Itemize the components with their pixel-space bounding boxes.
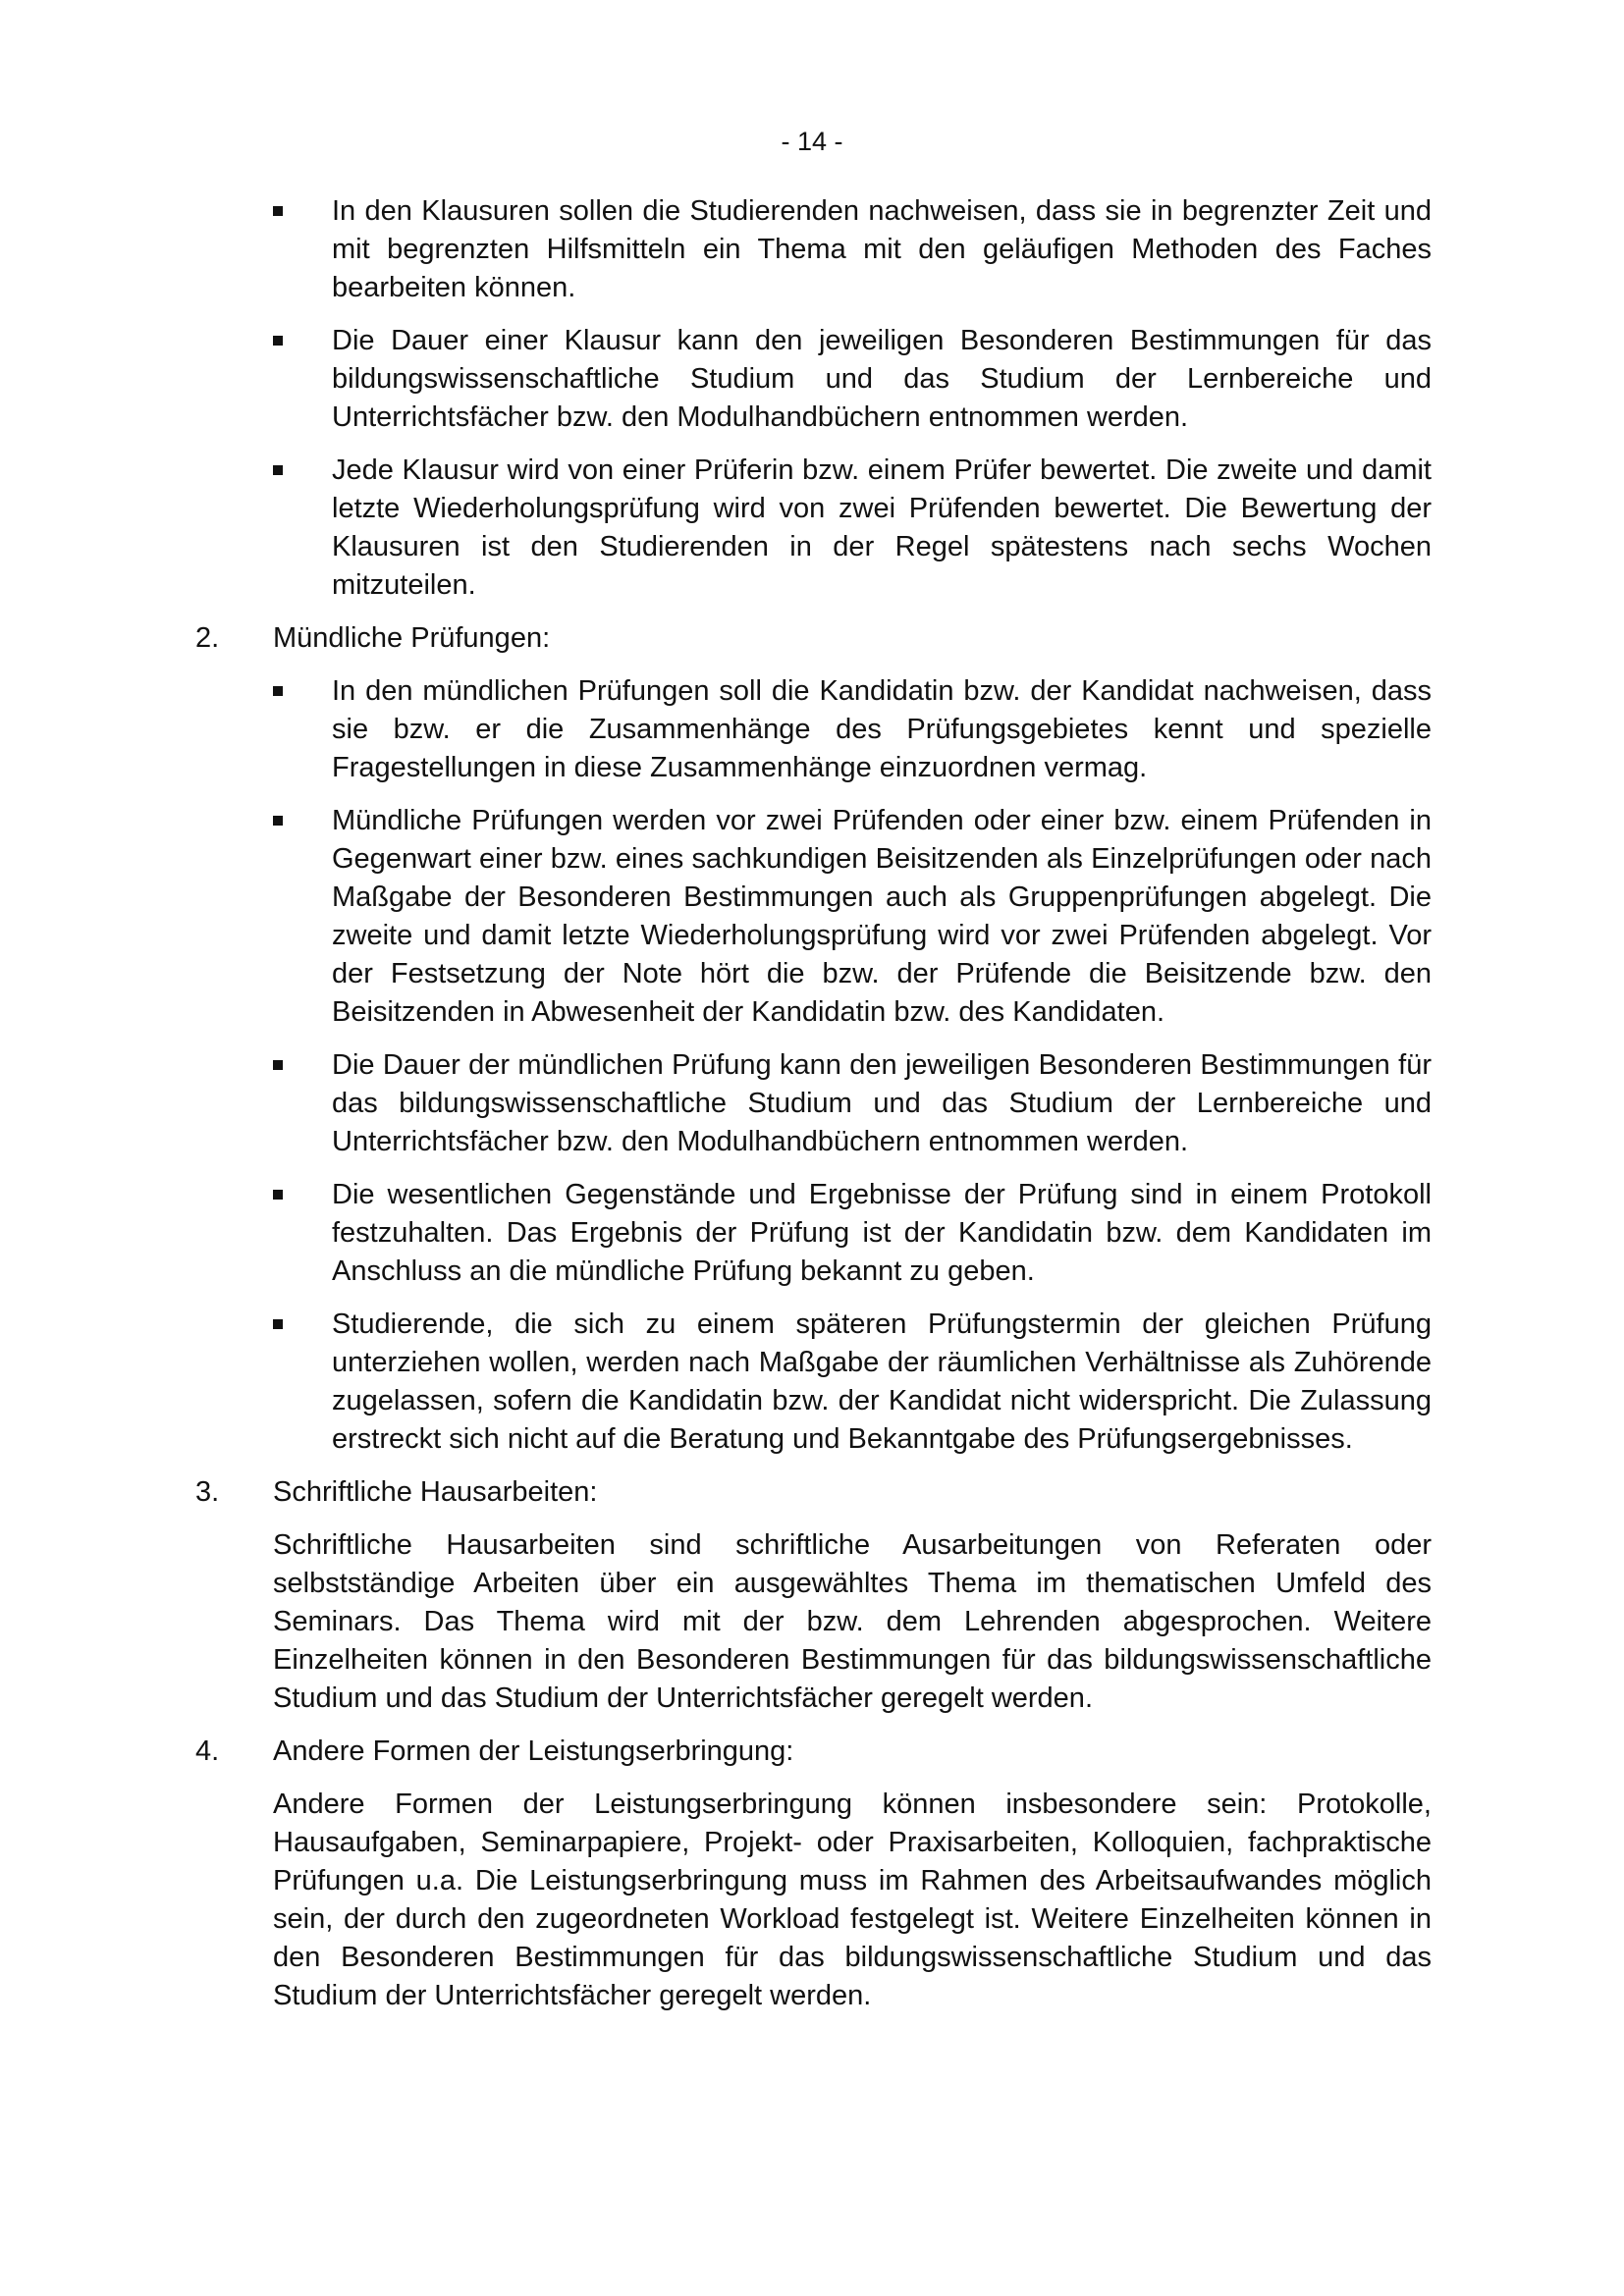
- list-item-muendlich-3: [332, 1046, 1432, 1161]
- square-bullet-icon: [273, 686, 283, 696]
- page-number: - 14 -: [781, 127, 843, 156]
- section-title: Mündliche Prüfungen:: [273, 622, 551, 654]
- section-title: Schriftliche Hausarbeiten:: [273, 1476, 598, 1508]
- list-item-muendlich-4: [332, 1176, 1432, 1291]
- section-body-hausarbeiten: [273, 1526, 1432, 1718]
- square-bullet-icon: [273, 336, 283, 346]
- section-body-andere-formen: [273, 1786, 1432, 2015]
- list-item-text: Die Dauer einer Klausur kann den jeweiligen Besonderen Bestimmungen für das bildungswissenschaftliche Studium und das Studium der Lernbereiche und Unterrichtsfächer bzw. den Modulhandbüchern entnommen werden.: [332, 325, 1432, 433]
- list-item-text: In den mündlichen Prüfungen soll die Kandidatin bzw. der Kandidat nachweisen, dass sie bzw. er die Zusammenhänge des Prüfungsgebietes kennt und spezielle Fragestellungen in diese Zusammenhänge einzuordnen vermag.: [332, 675, 1432, 783]
- list-item-text: Studierende, die sich zu einem späteren Prüfungstermin der gleichen Prüfung unterziehen wollen, werden nach Maßgabe der räumlichen Verhältnisse als Zuhörende zugelassen, sofern die Kandidatin bzw. der Kandidat nicht widerspricht. Die Zulassung erstreckt sich nicht auf die Beratung und Bekanntgabe des Prüfungsergebnisses.: [332, 1308, 1432, 1455]
- list-item-text: Mündliche Prüfungen werden vor zwei Prüfenden oder einer bzw. einem Prüfenden in Gegenwart einer bzw. eines sachkundigen Beisitzenden als Einzelprüfungen oder nach Maßgabe der Besonderen Bestimmungen auch als Gruppenprüfungen abgelegt. Die zweite und damit letzte Wiederholungsprüfung wird vor zwei Prüfenden abgelegt. Vor der Festsetzung der Note hört die bzw. der Prüfende die Beisitzende bzw. den Beisitzenden in Abwesenheit der Kandidatin bzw. des Kandidaten.: [332, 805, 1432, 1028]
- section-heading-hausarbeiten: [195, 1473, 1432, 1512]
- section-number: 3.: [195, 1476, 220, 1508]
- list-item-text: Jede Klausur wird von einer Prüferin bzw. einem Prüfer bewertet. Die zweite und damit letzte Wiederholungsprüfung wird von zwei Prüfenden bewertet. Die Bewertung der Klausuren ist den Studierenden in der Regel spätestens nach sechs Wochen mitzuteilen.: [332, 454, 1432, 601]
- list-item-klausur-3: [332, 452, 1432, 605]
- paragraph: Andere Formen der Leistungserbringung können insbesondere sein: Protokolle, Hausaufgaben, Seminarpapiere, Projekt- oder Praxisarbeiten, Kolloquien, fachpraktische Prüfungen u.a. Die Leistungserbringung muss im Rahmen des Arbeitsaufwandes möglich sein, der durch den zugeordneten Workload festgelegt ist. Weitere Einzelheiten können in den Besonderen Bestimmungen für das bildungswissenschaftliche Studium und das Studium der Unterrichtsfächer geregelt werden.: [273, 1789, 1432, 2011]
- list-item-text: Die Dauer der mündlichen Prüfung kann den jeweiligen Besonderen Bestimmungen für das bildungswissenschaftliche Studium und das Studium der Lernbereiche und Unterrichtsfächer bzw. den Modulhandbüchern entnommen werden.: [332, 1049, 1432, 1157]
- list-item-text: Die wesentlichen Gegenstände und Ergebnisse der Prüfung sind in einem Protokoll festzuhalten. Das Ergebnis der Prüfung ist der Kandidatin bzw. dem Kandidaten im Anschluss an die mündliche Prüfung bekannt zu geben.: [332, 1179, 1432, 1287]
- section-number: 2.: [195, 622, 220, 654]
- list-item-muendlich-5: [332, 1306, 1432, 1459]
- section-heading-andere-formen: [195, 1733, 1432, 1771]
- section-heading-muendliche-pruefungen: [195, 619, 1432, 658]
- square-bullet-icon: [273, 1319, 283, 1329]
- section-title: Andere Formen der Leistungserbringung:: [273, 1735, 794, 1767]
- square-bullet-icon: [273, 816, 283, 826]
- square-bullet-icon: [273, 1190, 283, 1200]
- list-item-muendlich-1: [332, 672, 1432, 787]
- list-item-klausur-1: [332, 192, 1432, 307]
- list-item-muendlich-2: [332, 802, 1432, 1032]
- square-bullet-icon: [273, 1060, 283, 1070]
- document-body: [0, 192, 1624, 2030]
- square-bullet-icon: [273, 206, 283, 216]
- list-item-klausur-2: [332, 322, 1432, 437]
- section-number: 4.: [195, 1735, 220, 1767]
- list-item-text: In den Klausuren sollen die Studierenden nachweisen, dass sie in begrenzter Zeit und mit begrenzten Hilfsmitteln ein Thema mit den geläufigen Methoden des Faches bearbeiten können.: [332, 195, 1432, 303]
- square-bullet-icon: [273, 465, 283, 475]
- paragraph: Schriftliche Hausarbeiten sind schriftliche Ausarbeitungen von Referaten oder selbstständige Arbeiten über ein ausgewähltes Thema im thematischen Umfeld des Seminars. Das Thema wird mit der bzw. dem Lehrenden abgesprochen. Weitere Einzelheiten können in den Besonderen Bestimmungen für das bildungswissenschaftliche Studium und das Studium der Unterrichtsfächer geregelt werden.: [273, 1529, 1432, 1714]
